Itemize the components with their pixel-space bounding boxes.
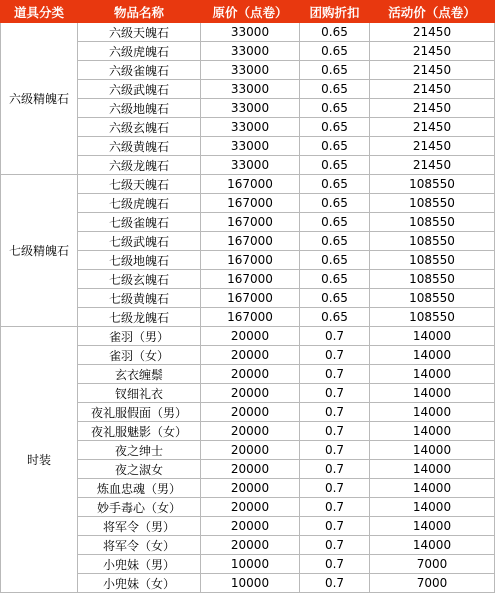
event-price-cell: 108550	[370, 194, 495, 213]
event-price-cell: 14000	[370, 403, 495, 422]
discount-cell: 0.7	[300, 517, 370, 536]
item-name-cell: 七级天魄石	[78, 175, 201, 194]
category-cell: 六级精魄石	[1, 23, 78, 175]
discount-cell: 0.7	[300, 365, 370, 384]
discount-cell: 0.65	[300, 194, 370, 213]
event-price-cell: 14000	[370, 422, 495, 441]
original-price-cell: 20000	[201, 517, 300, 536]
original-price-cell: 167000	[201, 308, 300, 327]
discount-cell: 0.65	[300, 251, 370, 270]
discount-cell: 0.65	[300, 137, 370, 156]
item-name-cell: 夜之绅士	[78, 441, 201, 460]
event-price-cell: 108550	[370, 270, 495, 289]
item-name-cell: 六级地魄石	[78, 99, 201, 118]
event-price-cell: 21450	[370, 118, 495, 137]
discount-cell: 0.65	[300, 308, 370, 327]
original-price-cell: 20000	[201, 422, 300, 441]
item-name-cell: 六级龙魄石	[78, 156, 201, 175]
item-name-cell: 六级玄魄石	[78, 118, 201, 137]
original-price-cell: 167000	[201, 175, 300, 194]
item-name-cell: 六级雀魄石	[78, 61, 201, 80]
discount-cell: 0.65	[300, 23, 370, 42]
category-cell: 七级精魄石	[1, 175, 78, 327]
header-item-name: 物品名称	[78, 1, 201, 23]
discount-cell: 0.65	[300, 289, 370, 308]
discount-cell: 0.7	[300, 384, 370, 403]
item-name-cell: 六级武魄石	[78, 80, 201, 99]
event-price-cell: 108550	[370, 232, 495, 251]
original-price-cell: 20000	[201, 460, 300, 479]
discount-cell: 0.7	[300, 346, 370, 365]
original-price-cell: 167000	[201, 213, 300, 232]
original-price-cell: 167000	[201, 232, 300, 251]
original-price-cell: 167000	[201, 194, 300, 213]
discount-cell: 0.65	[300, 118, 370, 137]
item-name-cell: 六级虎魄石	[78, 42, 201, 61]
item-name-cell: 七级雀魄石	[78, 213, 201, 232]
item-name-cell: 七级玄魄石	[78, 270, 201, 289]
discount-cell: 0.7	[300, 555, 370, 574]
event-price-cell: 14000	[370, 517, 495, 536]
item-name-cell: 夜礼服假面（男）	[78, 403, 201, 422]
original-price-cell: 33000	[201, 42, 300, 61]
item-name-cell: 夜礼服魅影（女）	[78, 422, 201, 441]
original-price-cell: 20000	[201, 498, 300, 517]
original-price-cell: 33000	[201, 118, 300, 137]
event-price-cell: 14000	[370, 441, 495, 460]
table-row	[1, 175, 495, 194]
event-price-cell: 7000	[370, 555, 495, 574]
event-price-cell: 108550	[370, 251, 495, 270]
event-price-cell: 14000	[370, 498, 495, 517]
event-price-cell: 7000	[370, 574, 495, 593]
table-row	[1, 327, 495, 346]
header-event-price: 活动价（点卷）	[370, 1, 495, 23]
discount-cell: 0.7	[300, 403, 370, 422]
item-name-cell: 七级武魄石	[78, 232, 201, 251]
item-name-cell: 七级地魄石	[78, 251, 201, 270]
original-price-cell: 33000	[201, 23, 300, 42]
event-price-cell: 14000	[370, 460, 495, 479]
original-price-cell: 10000	[201, 555, 300, 574]
item-name-cell: 雀羽（女）	[78, 346, 201, 365]
item-name-cell: 将军令（男）	[78, 517, 201, 536]
discount-cell: 0.65	[300, 61, 370, 80]
item-name-cell: 七级虎魄石	[78, 194, 201, 213]
discount-cell: 0.7	[300, 479, 370, 498]
item-name-cell: 雀羽（男）	[78, 327, 201, 346]
original-price-cell: 20000	[201, 536, 300, 555]
header-category: 道具分类	[1, 1, 78, 23]
item-name-cell: 六级天魄石	[78, 23, 201, 42]
table-row	[1, 23, 495, 42]
original-price-cell: 20000	[201, 346, 300, 365]
discount-cell: 0.65	[300, 232, 370, 251]
original-price-cell: 33000	[201, 61, 300, 80]
item-name-cell: 夜之淑女	[78, 460, 201, 479]
discount-cell: 0.65	[300, 156, 370, 175]
original-price-cell: 33000	[201, 137, 300, 156]
item-name-cell: 将军令（女）	[78, 536, 201, 555]
original-price-cell: 33000	[201, 80, 300, 99]
original-price-cell: 33000	[201, 99, 300, 118]
item-name-cell: 七级龙魄石	[78, 308, 201, 327]
original-price-cell: 20000	[201, 479, 300, 498]
original-price-cell: 167000	[201, 289, 300, 308]
event-price-cell: 14000	[370, 365, 495, 384]
discount-cell: 0.7	[300, 441, 370, 460]
discount-cell: 0.65	[300, 99, 370, 118]
item-name-cell: 炼血忠魂（男）	[78, 479, 201, 498]
category-cell: 时装	[1, 327, 78, 593]
original-price-cell: 20000	[201, 365, 300, 384]
discount-cell: 0.7	[300, 536, 370, 555]
header-group-discount: 团购折扣	[300, 1, 370, 23]
original-price-cell: 20000	[201, 441, 300, 460]
item-name-cell: 钗细礼衣	[78, 384, 201, 403]
item-name-cell: 七级黄魄石	[78, 289, 201, 308]
event-price-cell: 21450	[370, 23, 495, 42]
original-price-cell: 20000	[201, 384, 300, 403]
event-price-cell: 21450	[370, 99, 495, 118]
original-price-cell: 167000	[201, 270, 300, 289]
discount-cell: 0.7	[300, 574, 370, 593]
event-price-cell: 14000	[370, 479, 495, 498]
item-name-cell: 玄衣缠鬃	[78, 365, 201, 384]
event-price-cell: 21450	[370, 42, 495, 61]
item-name-cell: 六级黄魄石	[78, 137, 201, 156]
event-price-cell: 14000	[370, 327, 495, 346]
event-price-cell: 14000	[370, 346, 495, 365]
discount-cell: 0.65	[300, 42, 370, 61]
header-original-price: 原价（点卷）	[201, 1, 300, 23]
discount-cell: 0.7	[300, 327, 370, 346]
event-price-cell: 108550	[370, 308, 495, 327]
header-row	[1, 1, 495, 23]
event-price-cell: 108550	[370, 289, 495, 308]
discount-cell: 0.65	[300, 175, 370, 194]
table-body	[1, 23, 495, 593]
discount-cell: 0.65	[300, 270, 370, 289]
original-price-cell: 33000	[201, 156, 300, 175]
event-price-cell: 21450	[370, 61, 495, 80]
discount-cell: 0.7	[300, 498, 370, 517]
event-price-cell: 108550	[370, 213, 495, 232]
event-price-cell: 14000	[370, 536, 495, 555]
discount-cell: 0.7	[300, 460, 370, 479]
original-price-cell: 167000	[201, 251, 300, 270]
item-name-cell: 小兜妹（男）	[78, 555, 201, 574]
event-price-cell: 108550	[370, 175, 495, 194]
event-price-cell: 21450	[370, 156, 495, 175]
item-name-cell: 妙手毒心（女）	[78, 498, 201, 517]
item-name-cell: 小兜妹（女）	[78, 574, 201, 593]
original-price-cell: 20000	[201, 327, 300, 346]
discount-cell: 0.65	[300, 80, 370, 99]
discount-cell: 0.65	[300, 213, 370, 232]
event-price-cell: 21450	[370, 137, 495, 156]
original-price-cell: 20000	[201, 403, 300, 422]
discount-cell: 0.7	[300, 422, 370, 441]
event-price-cell: 14000	[370, 384, 495, 403]
event-price-cell: 21450	[370, 80, 495, 99]
original-price-cell: 10000	[201, 574, 300, 593]
